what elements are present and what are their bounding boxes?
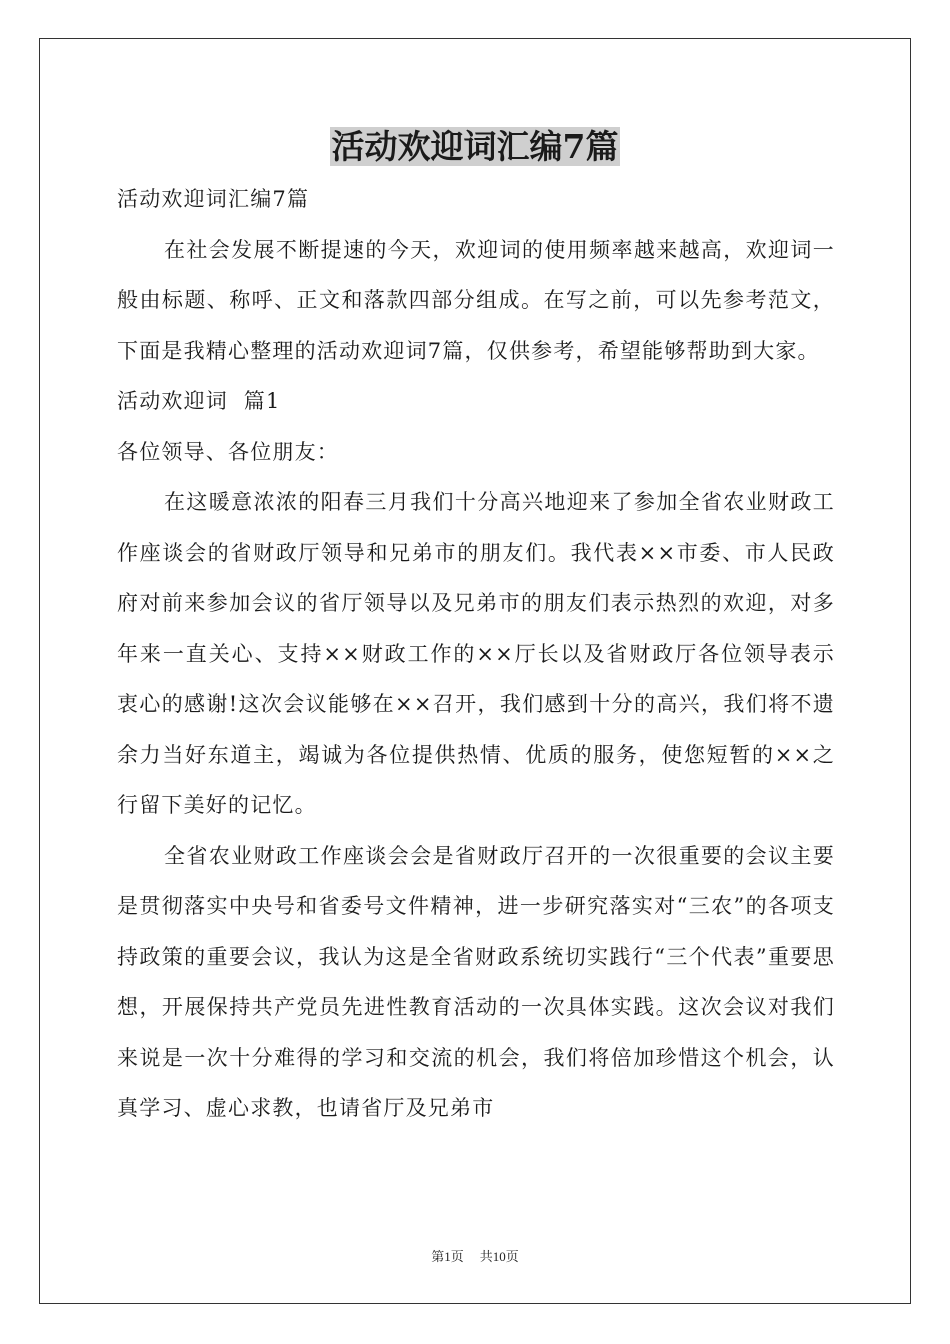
page-number-current: 第1页 — [431, 1249, 464, 1264]
document-subtitle: 活动欢迎词汇编7篇 — [117, 187, 310, 211]
document-title-text: 活动欢迎词汇编7篇 — [331, 127, 619, 166]
body-paragraph: 在这暖意浓浓的阳春三月我们十分高兴地迎来了参加全省农业财政工作座谈会的省财政厅领导和兄弟市的朋友们。我代表××市委、市人民政府对前来参加会议的省厅领导以及兄弟市的朋友们表示热烈的欢迎，对多年来一直关心、支持××财政工作的××厅长以及省财政厅各位领导表示衷心的感谢!这次会议能够在××召开，我们感到十分的高兴，我们将不遗余力当好东道主，竭诚为各位提供热情、优质的服务，使您短暂的××之行留下美好的记忆。 — [117, 490, 835, 817]
page-number-total: 共10页 — [479, 1249, 519, 1264]
section-heading: 活动欢迎词 篇1 — [117, 389, 281, 413]
document-body — [117, 174, 835, 1134]
body-paragraph: 全省农业财政工作座谈会会是省财政厅召开的一次很重要的会议主要是贯彻落实中央号和省委号文件精神，进一步研究落实对“三农”的各项支持政策的重要会议，我认为这是全省财政系统切实践行“三个代表”重要思想，开展保持共产党员先进性教育活动的一次具体实践。这次会议对我们来说是一次十分难得的学习和交流的机会，我们将倍加珍惜这个机会，认真学习、虚心求教，也请省厅及兄弟市 — [117, 843, 835, 1120]
document-title — [0, 122, 950, 172]
salutation: 各位领导、各位朋友： — [117, 439, 339, 464]
page-footer — [0, 1246, 950, 1265]
intro-paragraph: 在社会发展不断提速的今天，欢迎词的使用频率越来越高，欢迎词一般由标题、称呼、正文和落款四部分组成。在写之前，可以先参考范文，下面是我精心整理的活动欢迎词7篇，仅供参考，希望能够帮助到大家。 — [117, 237, 835, 363]
